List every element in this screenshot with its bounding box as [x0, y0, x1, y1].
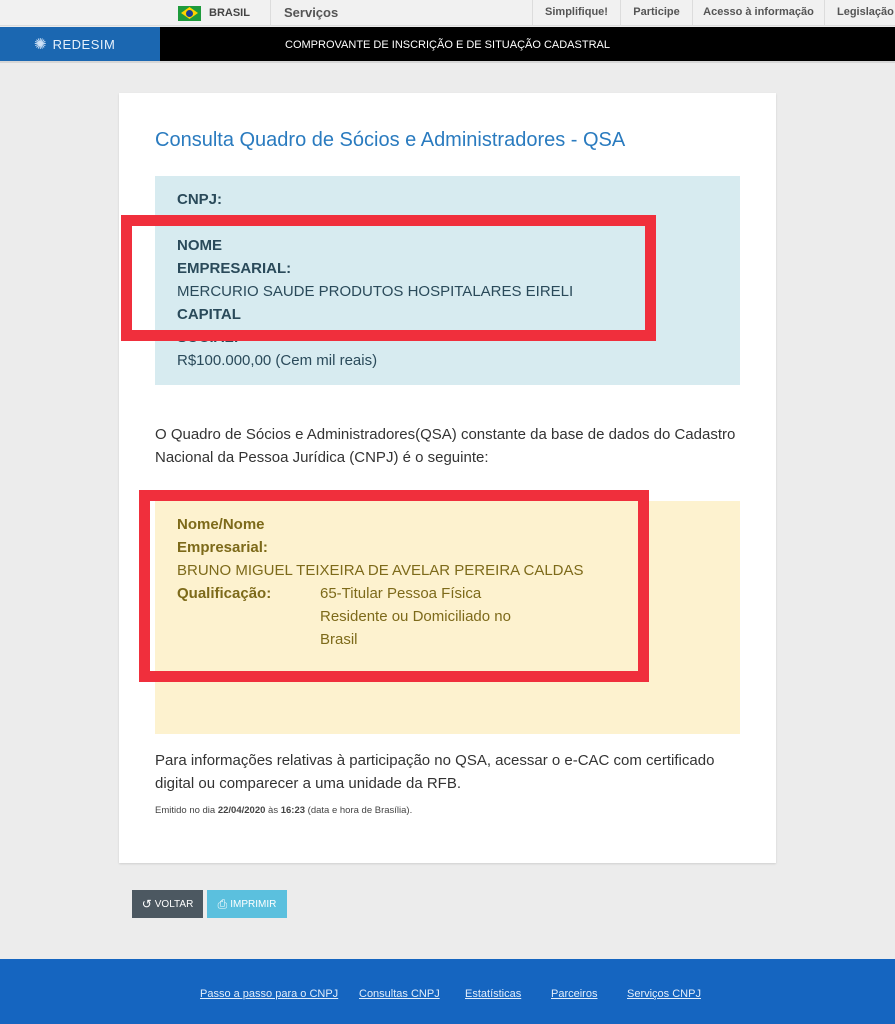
qsa-info-text: Para informações relativas à participação no QSA, acessar o e-CAC com certificado digital ou comparecer a uma unidade da RFB. — [155, 752, 715, 792]
gov-links — [532, 0, 895, 26]
servicos-link[interactable]: Serviços — [284, 5, 339, 20]
back-button[interactable] — [132, 890, 203, 918]
site-header — [0, 27, 895, 61]
undo-arrow-icon: ↺ — [141, 897, 152, 911]
gov-link-legislacao[interactable]: Legislação — [824, 0, 895, 26]
site-footer — [0, 959, 895, 1024]
capital-label-line1: CAPITAL — [177, 306, 241, 323]
emitted-suffix: (data e hora de Brasília). — [307, 805, 413, 816]
company-name-label-line2: EMPRESARIAL: — [177, 260, 292, 277]
emitted-date: 22/04/2020 — [217, 805, 266, 816]
footer-link-servicos[interactable]: Serviços CNPJ — [627, 988, 701, 1000]
capital-value: R$100.000,00 (Cem mil reais) — [177, 352, 378, 369]
gov-bar — [0, 0, 895, 26]
header-divider — [0, 61, 895, 63]
print-button[interactable] — [207, 890, 287, 918]
emission-timestamp — [155, 805, 412, 816]
partner-name-label-line2: Empresarial: — [177, 539, 268, 556]
capital-label-line2: SOCIAL: — [177, 329, 239, 346]
emitted-prefix: Emitido no dia — [155, 805, 216, 816]
brasil-link[interactable] — [178, 0, 271, 26]
qualification-label: Qualificação: — [177, 585, 272, 602]
emitted-time: 16:23 — [280, 805, 306, 816]
redesim-logo[interactable] — [0, 27, 160, 61]
globe-icon: ✺ — [34, 35, 47, 53]
qsa-intro-text: O Quadro de Sócios e Administradores(QSA) constante da base de dados do Cadastro Nacional da Pessoa Jurídica (CNPJ) é o seguinte: — [155, 426, 736, 466]
partner-name-label-line1: Nome/Nome — [177, 516, 265, 533]
back-button-label: VOLTAR — [154, 898, 194, 910]
brazil-flag-icon — [178, 6, 201, 21]
footer-link-consultas[interactable]: Consultas CNPJ — [359, 988, 440, 1000]
gov-link-participe[interactable]: Participe — [620, 0, 692, 26]
logo-text: REDESIM — [52, 36, 116, 52]
footer-link-parceiros[interactable]: Parceiros — [551, 988, 598, 1000]
footer-link-estatisticas[interactable]: Estatísticas — [465, 988, 522, 1000]
company-name-value: MERCURIO SAUDE PRODUTOS HOSPITALARES EIRELI — [177, 283, 574, 300]
qsa-card — [119, 93, 776, 863]
company-name-label-line1: NOME — [177, 237, 222, 254]
page-title: Consulta Quadro de Sócios e Administradores - QSA — [155, 129, 626, 151]
brasil-label: BRASIL — [209, 7, 250, 19]
highlight-frame-company — [121, 215, 656, 341]
footer-link-passo-a-passo[interactable]: Passo a passo para o CNPJ — [200, 988, 339, 1000]
partner-name-value: BRUNO MIGUEL TEIXEIRA DE AVELAR PEREIRA CALDAS — [177, 562, 584, 579]
gov-link-simplifique[interactable]: Simplifique! — [532, 0, 620, 26]
printer-icon: ⎙ — [217, 896, 228, 911]
highlight-frame-partner — [139, 490, 649, 682]
emitted-mid: às — [268, 805, 279, 816]
gov-link-acesso-informacao[interactable]: Acesso à informação — [692, 0, 824, 26]
header-title: COMPROVANTE DE INSCRIÇÃO E DE SITUAÇÃO CADASTRAL — [285, 39, 610, 51]
print-button-label: IMPRIMIR — [230, 898, 277, 910]
cnpj-label: CNPJ: — [177, 191, 223, 208]
qualification-value: 65-Titular Pessoa Física Residente ou Domiciliado no Brasil — [320, 585, 511, 648]
